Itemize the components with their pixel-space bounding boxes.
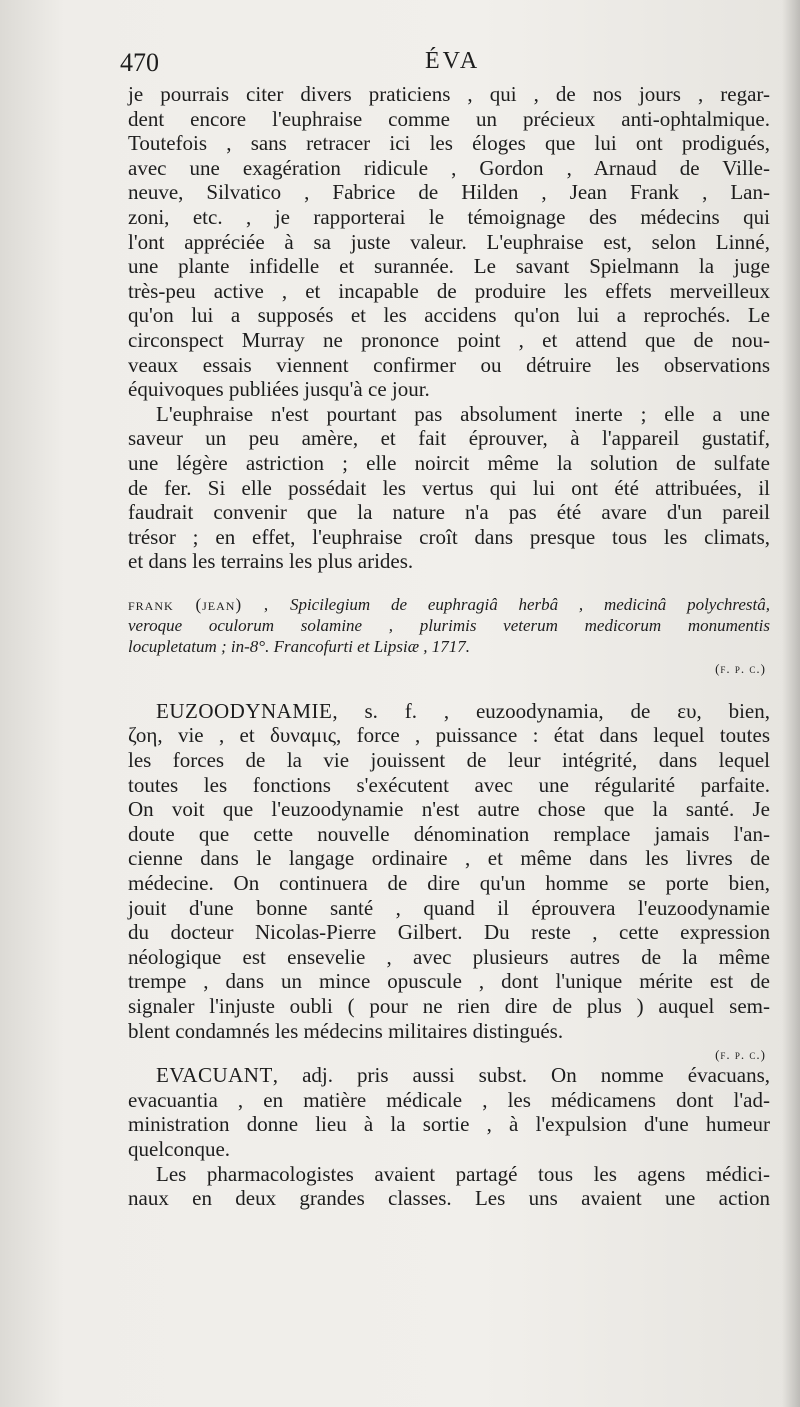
text-line: ζοη, vie , et δυναμις, force , puissance : état dans lequel toutes — [128, 723, 770, 748]
bibliography-entry — [128, 594, 770, 677]
text-line: jouit d'une bonne santé , quand il éprouvera l'euzoodynamie — [128, 895, 770, 920]
text-line: toutes les fonctions s'exécutent avec une régularité parfaite. — [128, 772, 770, 797]
reference-title: Spicilegium de euphragiâ herbâ , medicinâ polychrestâ, — [289, 594, 770, 614]
paragraph-euphraise-2 — [128, 402, 770, 574]
text-line: quelconque. — [128, 1136, 231, 1161]
text-line: très-peu active , et incapable de produire les effets merveilleux — [128, 278, 770, 303]
text-line: blent condamnés les médecins militaires distingués. — [128, 1018, 564, 1043]
text-line: circonspect Murray ne prononce point , et attend que de nou- — [128, 327, 770, 352]
headword-definition: , s. f. , euzoodynamia, de ευ, bien, — [332, 698, 770, 723]
text-line: faudrait convenir que la nature n'a pas été avare d'un pareil — [128, 500, 770, 525]
page-edge-shadow — [782, 0, 800, 1407]
paragraph-euphraise-1 — [128, 82, 770, 402]
reference-line: veroque oculorum solamine , plurimis veterum medicorum monumentis — [128, 615, 770, 635]
text-line: une plante infidelle et surannée. Le savant Spielmann la juge — [128, 254, 770, 279]
text-line: veaux essais viennent confirmer ou détruire les observations — [128, 352, 770, 377]
text-line: dent encore l'euphraise comme un précieux anti-ophtalmique. — [128, 106, 770, 131]
text-line: trésor ; en effet, l'euphraise croît dans presque tous les climats, — [128, 524, 770, 549]
author-initials: (f. p. c.) — [715, 1047, 766, 1063]
text-line: médecine. On continuera de dire qu'un homme se porte bien, — [128, 871, 770, 896]
page-number: 470 — [120, 48, 159, 77]
reference-line — [128, 594, 770, 615]
text-line: cienne dans le langage ordinaire , et même dans les livres de — [128, 846, 770, 871]
reference-author: frank (jean) , — [128, 594, 270, 614]
headword-definition: , adj. pris aussi subst. On nomme évacuans, — [272, 1063, 770, 1088]
text-line: avec une exagération ridicule , Gordon , Arnaud de Ville- — [128, 155, 770, 180]
text-line: équivoques publiées jusqu'à ce jour. — [128, 377, 430, 402]
text-line: signaler l'injuste oubli ( pour ne rien dire de plus ) auquel sem- — [128, 994, 770, 1018]
reference-line: locupletatum ; in-8°. Francofurti et Lipsiæ , 1717. — [128, 636, 471, 656]
text-line: evacuantia , en matière médicale , les médicamens dont l'ad- — [128, 1087, 770, 1112]
article-evacuant — [128, 1063, 770, 1161]
text-line: naux en deux grandes classes. Les uns avaient une action — [128, 1186, 770, 1211]
text-line: zoni, etc. , je rapporterai le témoignage des médecins qui — [128, 204, 770, 229]
text-line: qu'on lui a supposés et les accidens qu'on lui a reprochés. Le — [128, 303, 770, 328]
text-line: les forces de la vie jouissent de leur intégrité, dans lequel — [128, 748, 770, 773]
text-line: saveur un peu amère, et fait éprouver, à l'appareil gustatif, — [128, 426, 770, 451]
paragraph-pharmacologists — [128, 1162, 770, 1211]
text-line — [128, 1063, 770, 1088]
text-line: ministration donne lieu à la sortie , à l'expulsion d'une humeur — [128, 1112, 770, 1137]
text-line: et dans les terrains les plus arides. — [128, 549, 414, 574]
article-euzoodynamie — [128, 699, 770, 1063]
text-line: neuve, Silvatico , Fabrice de Hilden , Jean Frank , Lan- — [128, 180, 770, 205]
text-line: l'ont appréciée à sa juste valeur. L'euphraise est, selon Linné, — [128, 229, 770, 254]
headword: EVACUANT — [156, 1063, 273, 1088]
author-initials: (f. p. c.) — [715, 660, 766, 676]
text-line: du docteur Nicolas-Pierre Gilbert. Du reste , cette expression — [128, 920, 770, 945]
text-line: On voit que l'euzoodynamie n'est autre chose que la santé. Je — [128, 797, 770, 822]
text-line: L'euphraise n'est pourtant pas absolument inerte ; elle a une — [156, 401, 770, 426]
text-line: je pourrais citer divers praticiens , qui , de nos jours , regar- — [128, 82, 770, 106]
text-line: doute que cette nouvelle dénomination remplace jamais l'an- — [128, 821, 770, 846]
text-line: une légère astriction ; elle noircit même la solution de sulfate — [128, 450, 770, 475]
page-header — [0, 48, 800, 84]
text-line: de fer. Si elle possédait les vertus qui lui ont été attribuées, il — [128, 475, 770, 500]
text-line: Les pharmacologistes avaient partagé tous les agens médici- — [156, 1161, 770, 1186]
text-line: trempe , dans un mince opuscule , dont l'unique mérite est de — [128, 969, 770, 994]
headword: EUZOODYNAMIE — [156, 698, 333, 723]
text-line — [128, 699, 770, 724]
text-line: néologique est ensevelie , avec plusieurs autres de la même — [128, 944, 770, 969]
running-head: ÉVA — [425, 48, 481, 74]
page-body — [128, 82, 770, 1211]
text-line: Toutefois , sans retracer ici les éloges que lui ont prodigués, — [128, 131, 770, 156]
